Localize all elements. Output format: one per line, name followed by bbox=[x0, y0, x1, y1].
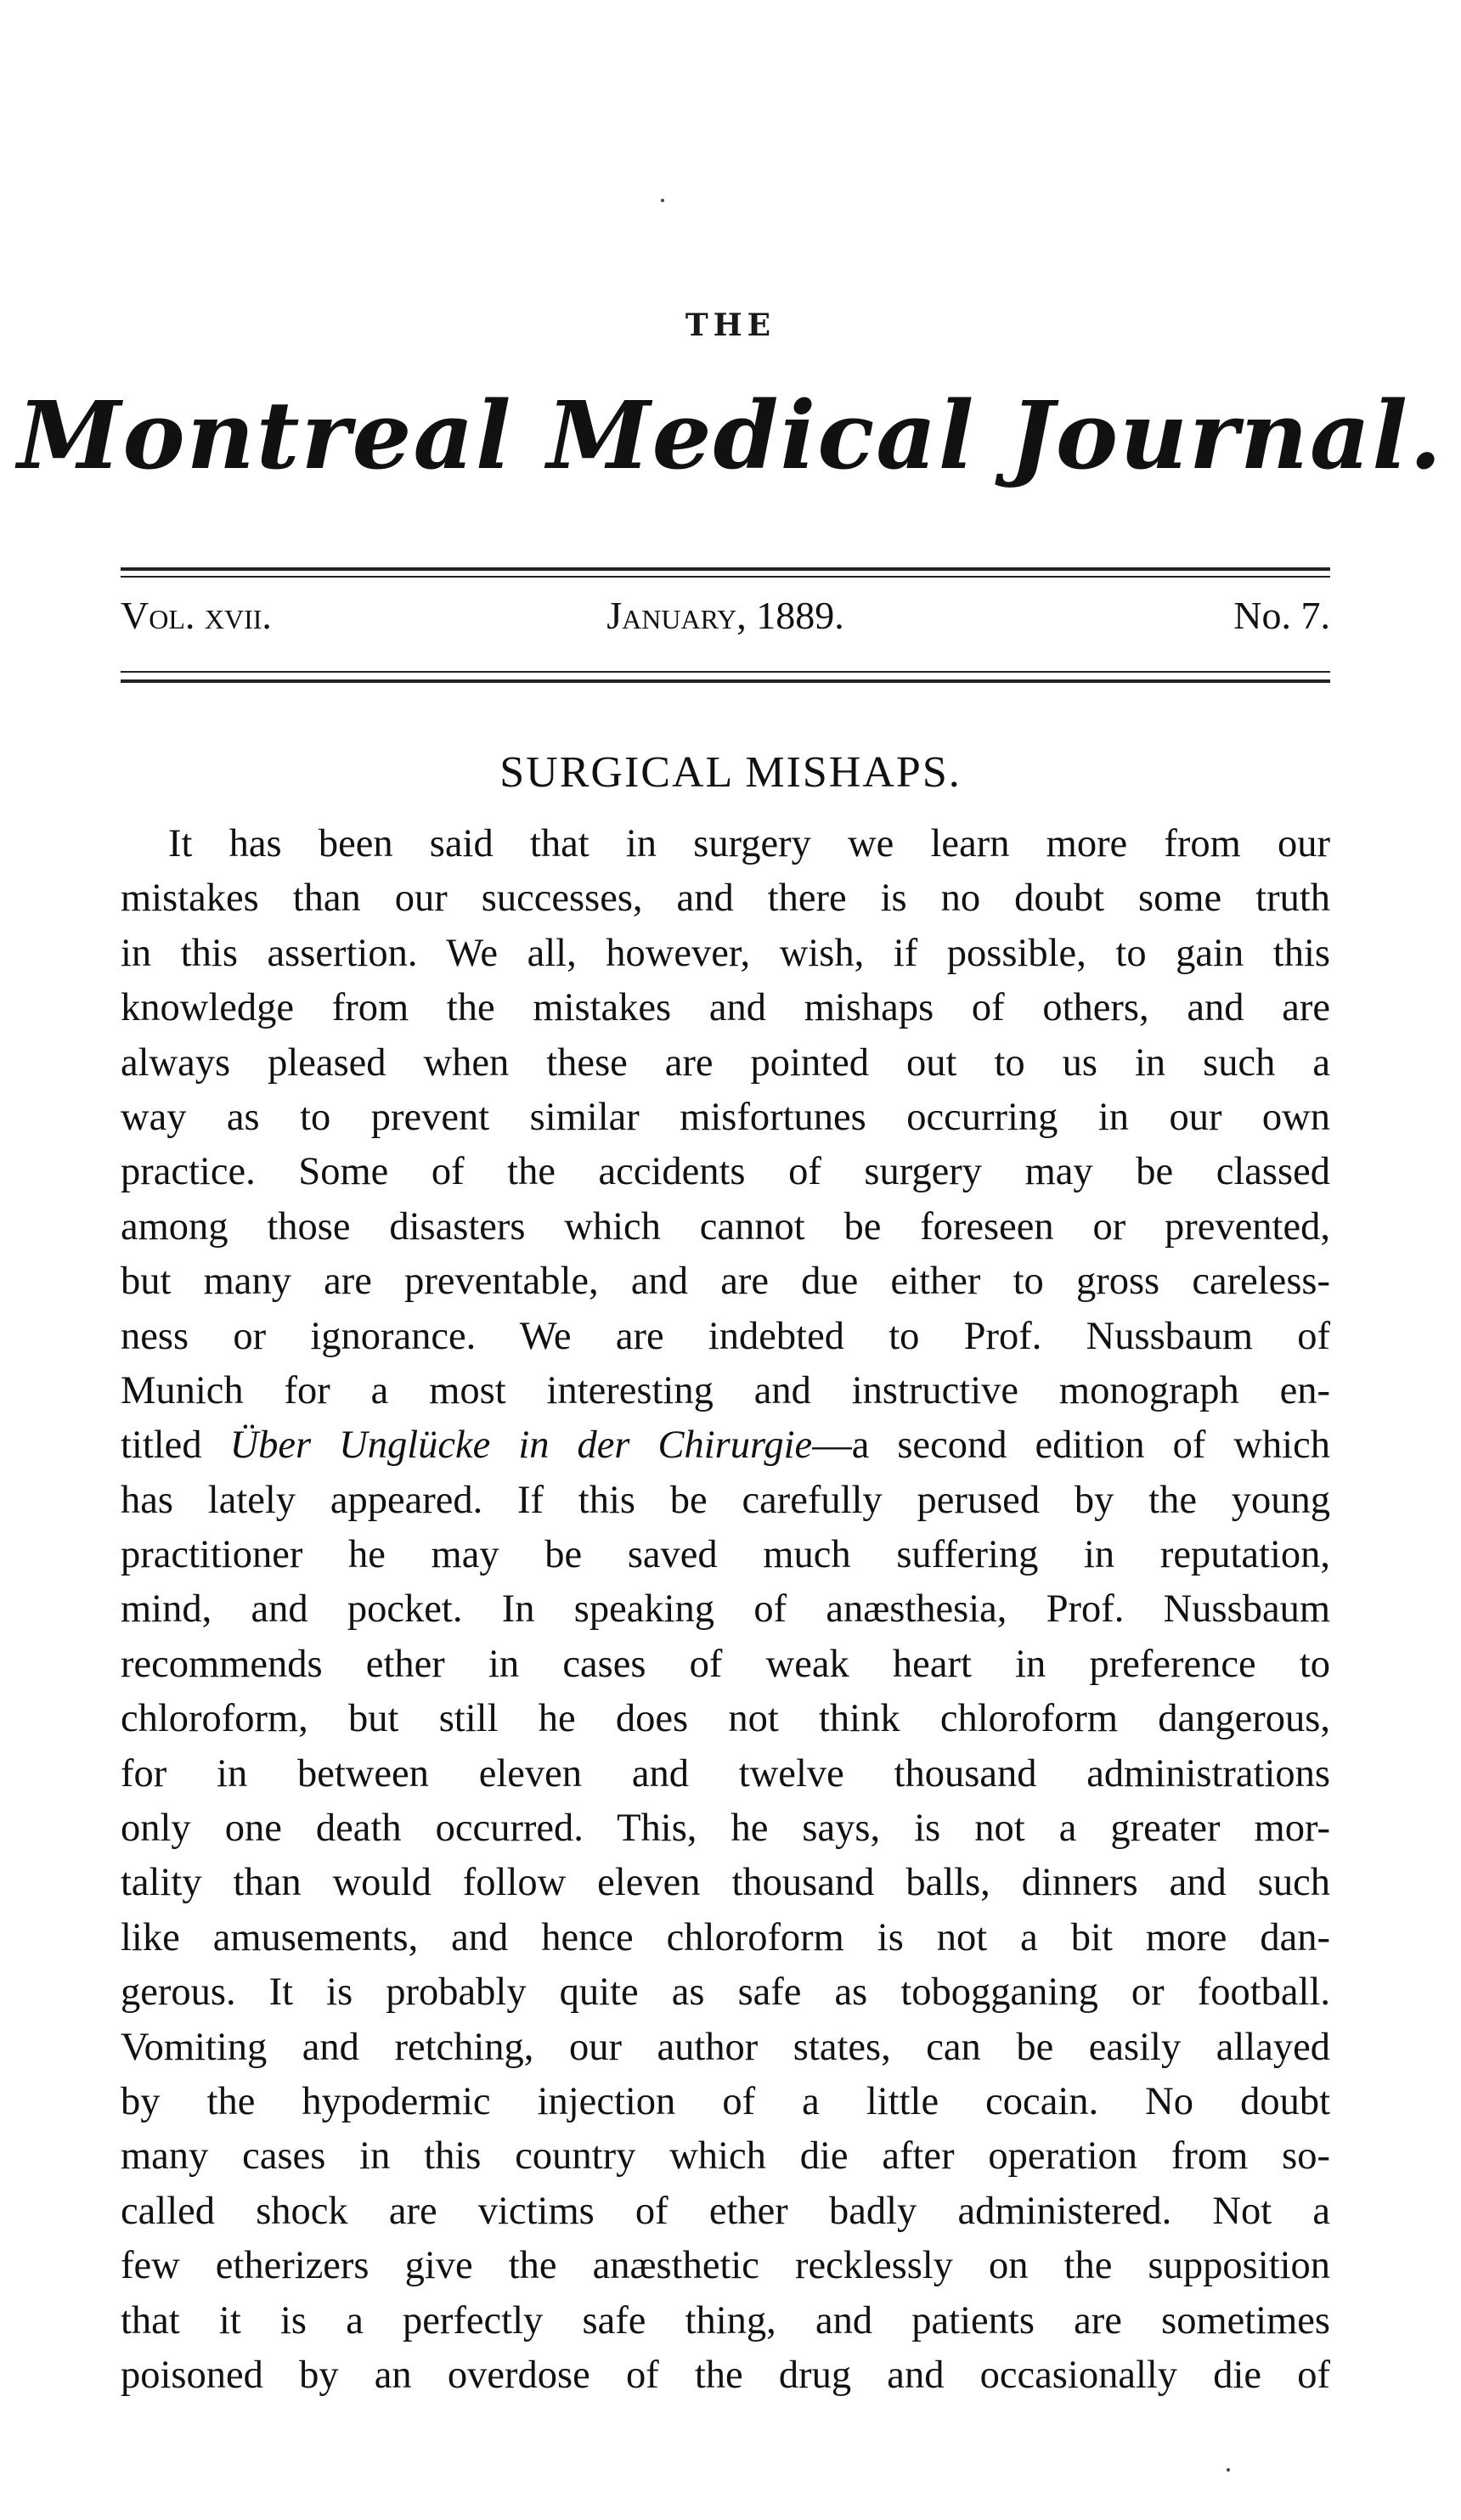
body-line: in this assertion. We all, however, wish, if possible, to gain this bbox=[121, 931, 1330, 975]
body-line: only one death occurred. This, he says, is not a greater mor- bbox=[121, 1807, 1330, 1851]
body-line: Munich for a most interesting and instructive monograph en- bbox=[121, 1368, 1330, 1412]
body-line: chloroform, but still he does not think chloroform dangerous, bbox=[121, 1697, 1330, 1741]
masthead-rule-top bbox=[121, 567, 1330, 571]
journal-title: Montreal Medical Journal. bbox=[17, 381, 1444, 490]
body-line: called shock are victims of ether badly administered. Not a bbox=[121, 2189, 1330, 2233]
issue-line bbox=[121, 593, 1330, 647]
print-speck bbox=[661, 199, 664, 202]
body-line: poisoned by an overdose of the drug and occasionally die of bbox=[121, 2353, 1330, 2397]
body-line: many cases in this country which die after operation from so- bbox=[121, 2134, 1330, 2179]
body-line: among those disasters which cannot be foreseen or prevented, bbox=[121, 1204, 1330, 1249]
body-line: by the hypodermic injection of a little cocain. No doubt bbox=[121, 2079, 1330, 2123]
body-line: It has been said that in surgery we learn more from our bbox=[168, 822, 1330, 865]
body-line: mistakes than our successes, and there is no doubt some truth bbox=[121, 877, 1330, 921]
body-line: but many are preventable, and are due either to gross careless- bbox=[121, 1260, 1330, 1304]
body-line: tality than would follow eleven thousand balls, dinners and such bbox=[121, 1861, 1330, 1905]
body-line: has lately appeared. If this be carefully perused by the young bbox=[121, 1478, 1330, 1522]
book-title: Über Unglücke in der Chirurgie bbox=[229, 1423, 813, 1468]
article-body bbox=[121, 817, 1330, 2403]
body-line: recommends ether in cases of weak heart in preference to bbox=[121, 1642, 1330, 1686]
body-line: titled Über Unglücke in der Chirurgie—a second edition of which bbox=[121, 1423, 1330, 1468]
body-line: always pleased when these are pointed out to us in such a bbox=[121, 1040, 1330, 1085]
issue-rule-bottom-thin bbox=[121, 671, 1330, 673]
issue-rule-bottom bbox=[121, 679, 1330, 683]
body-line: way as to prevent similar misfortunes occurring in our own bbox=[121, 1095, 1330, 1139]
body-line: that it is a perfectly safe thing, and patients are sometimes bbox=[121, 2298, 1330, 2342]
body-line: for in between eleven and twelve thousand administrations bbox=[121, 1751, 1330, 1796]
body-line: Vomiting and retching, our author states, can be easily allayed bbox=[121, 2025, 1330, 2069]
body-line: mind, and pocket. In speaking of anæsthesia, Prof. Nussbaum bbox=[121, 1587, 1330, 1632]
body-line: gerous. It is probably quite as safe as tobogganing or football. bbox=[121, 1970, 1330, 2015]
article-title: SURGICAL MISHAPS. bbox=[499, 748, 962, 797]
body-line: practitioner he may be saved much suffering in reputation, bbox=[121, 1533, 1330, 1577]
issue-number: No. 7. bbox=[1233, 594, 1330, 637]
body-line: practice. Some of the accidents of surgery may be classed bbox=[121, 1150, 1330, 1194]
masthead-rule-top-thin bbox=[121, 576, 1330, 578]
body-line: knowledge from the mistakes and mishaps of others, and are bbox=[121, 986, 1330, 1030]
volume-label: Vol. xvii. bbox=[121, 594, 272, 637]
body-line: few etherizers give the anæsthetic recklessly on the supposition bbox=[121, 2244, 1330, 2288]
masthead-kicker: THE bbox=[685, 307, 776, 343]
body-line: ness or ignorance. We are indebted to Prof. Nussbaum of bbox=[121, 1314, 1330, 1358]
print-speck bbox=[1227, 2468, 1230, 2472]
body-line: like amusements, and hence chloroform is not a bit more dan- bbox=[121, 1915, 1330, 1959]
issue-date: January, 1889. bbox=[606, 594, 844, 637]
